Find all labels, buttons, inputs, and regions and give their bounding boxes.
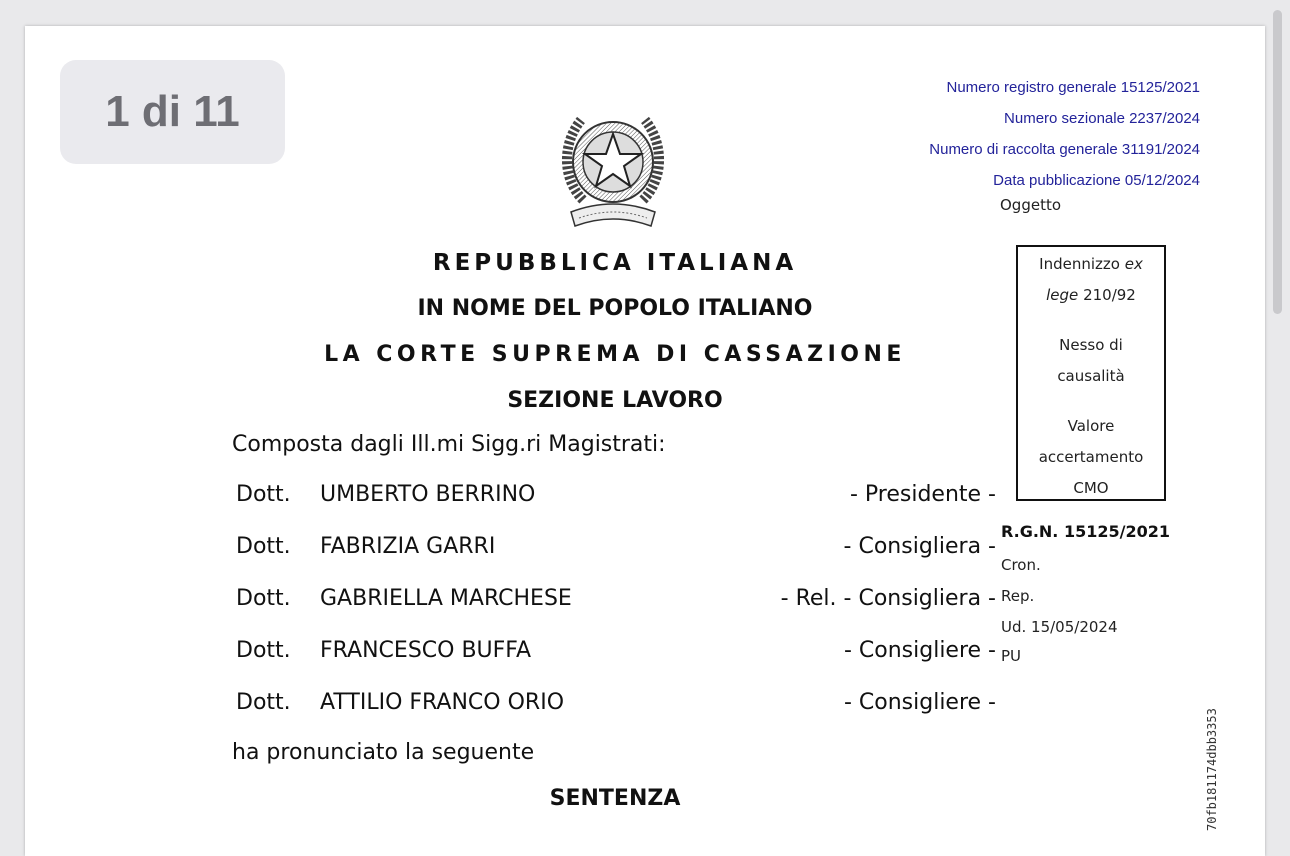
judge-role: - Consigliere - — [843, 690, 996, 715]
registry-collection-number: Numero di raccolta generale 31191/2024 — [929, 141, 1200, 158]
subject-lege: lege 210/92 — [1046, 286, 1136, 304]
subject-valore: Valore — [1067, 417, 1115, 435]
subject-cmo: CMO — [1073, 479, 1109, 497]
page-indicator: 1 di 11 — [60, 60, 285, 164]
judge-role: - Presidente - — [849, 482, 996, 507]
composition-intro: Composta dagli Ill.mi Sigg.ri Magistrati: — [232, 432, 666, 457]
registry-publication-date: Data pubblicazione 05/12/2024 — [993, 172, 1200, 189]
italian-emblem-icon — [553, 100, 673, 234]
document-hash: 70fb181174dbb3353 — [1205, 708, 1219, 831]
heading-in-name: IN NOME DEL POPOLO ITALIANO — [417, 296, 813, 321]
case-hearing-date: Ud. 15/05/2024 — [1001, 618, 1118, 636]
subject-box — [1016, 245, 1166, 501]
heading-court: LA CORTE SUPREMA DI CASSAZIONE — [324, 342, 906, 367]
heading-republic: REPUBBLICA ITALIANA — [432, 250, 798, 276]
judge-row — [236, 690, 996, 720]
subject-accertamento: accertamento — [1038, 448, 1144, 466]
judge-role: - Consigliere - — [843, 638, 996, 663]
judge-title: Dott. — [236, 690, 291, 715]
judge-name: FRANCESCO BUFFA — [320, 638, 531, 663]
heading-section: SEZIONE LAVORO — [507, 388, 723, 413]
subject-causalita: causalità — [1057, 367, 1125, 385]
judge-row — [236, 534, 996, 564]
judge-row — [236, 638, 996, 668]
judge-title: Dott. — [236, 586, 291, 611]
case-rgn: R.G.N. 15125/2021 — [1001, 522, 1170, 541]
judge-name: GABRIELLA MARCHESE — [320, 586, 572, 611]
judge-title: Dott. — [236, 482, 291, 507]
judge-row — [236, 586, 996, 616]
case-rep: Rep. — [1001, 587, 1035, 605]
subject-indennizzo: Indennizzo ex — [1039, 255, 1143, 273]
judge-title: Dott. — [236, 638, 291, 663]
vertical-scrollbar[interactable] — [1268, 0, 1290, 832]
registry-info — [929, 72, 1200, 196]
scrollbar-thumb[interactable] — [1273, 10, 1282, 314]
judge-name: FABRIZIA GARRI — [320, 534, 496, 559]
subject-nesso: Nesso di — [1059, 336, 1123, 354]
judge-name: UMBERTO BERRINO — [320, 482, 536, 507]
judge-row — [236, 482, 996, 512]
judge-role: - Consigliera - — [843, 534, 996, 559]
oggetto-label: Oggetto — [1000, 196, 1062, 214]
case-cron: Cron. — [1001, 556, 1041, 574]
judge-title: Dott. — [236, 534, 291, 559]
pronounce-text: ha pronunciato la seguente — [232, 740, 535, 765]
judge-name: ATTILIO FRANCO ORIO — [320, 690, 565, 715]
registry-section-number: Numero sezionale 2237/2024 — [1004, 110, 1200, 127]
judge-role: - Rel. - Consigliera - — [780, 586, 996, 611]
heading-sentence: SENTENZA — [549, 786, 681, 811]
registry-general-number: Numero registro generale 15125/2021 — [946, 79, 1200, 96]
case-pu: PU — [1001, 647, 1022, 665]
